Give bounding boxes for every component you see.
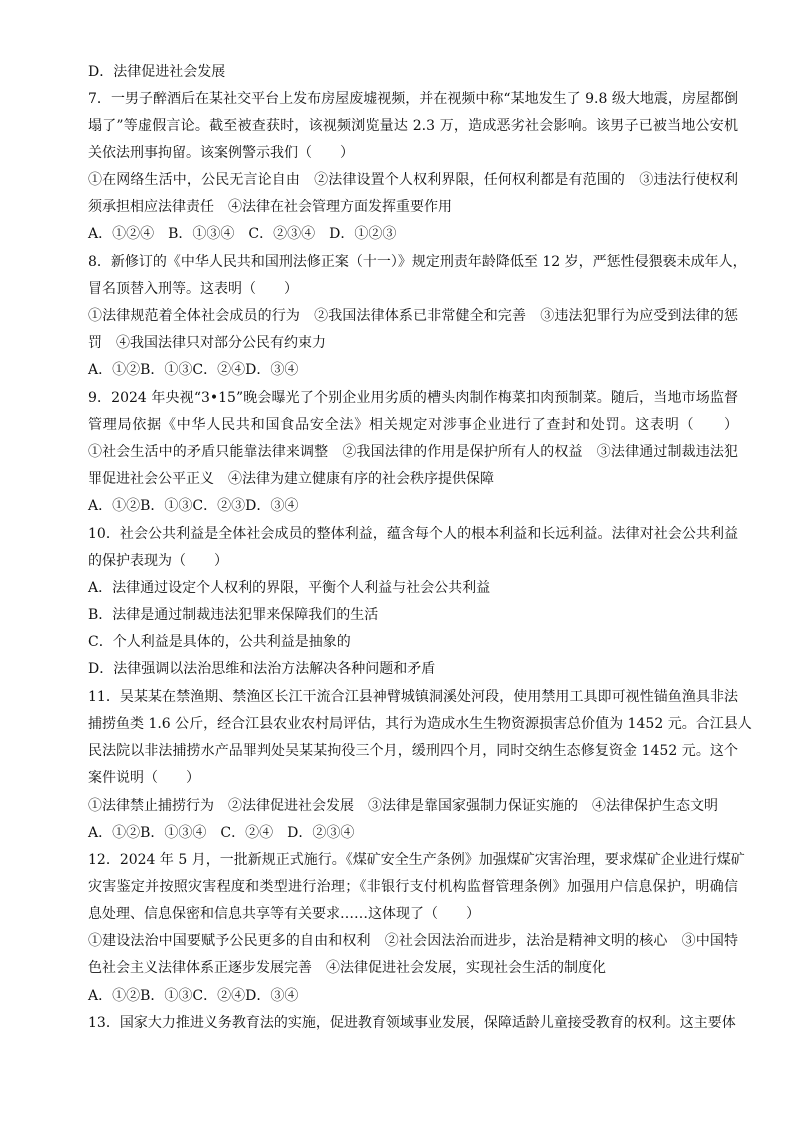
text-line-2: 7．一男子醉酒后在某社交平台上发布房屋废墟视频，并在视频中称“某地发生了 9.8 级大地震，房屋都倒 — [88, 91, 738, 107]
answer-options: A．①②④ B．①③④ C．②③④ D．①②③ — [88, 226, 397, 242]
text-line-16: 罪促进社会公平正义 ④法律为建立健康有序的社会秩序提供保障 — [88, 471, 494, 487]
text-line-18: 10．社会公共利益是全体社会成员的整体利益，蕴含每个人的根本利益和长远利益。法律对社会公共利益 — [88, 526, 738, 542]
answer-options: A．①②B．①③④ C．②④ D．②③④ — [88, 825, 355, 841]
text-line-6: 须承担相应法律责任 ④法律在社会管理方面发挥重要作用 — [88, 199, 452, 215]
text-line-30: 12．2024 年 5 月，一批新规正式施行。《煤矿安全生产条例》加强煤矿灾害治理，要求煤矿企业进行煤矿 — [88, 852, 745, 868]
text-line-11: 罚 ④我国法律只对部分公民有约束力 — [88, 335, 326, 351]
text-line-34: 色社会主义法律体系正逐步发展完善 ④法律促进社会发展，实现社会生活的制度化 — [88, 960, 606, 976]
option-d-text: D．法律促进社会发展 — [88, 64, 226, 80]
text-line-5: ①在网络生活中，公民无言论自由 ②法律设置个人权利界限，任何权利都是有范围的 ③违法行使权利 — [88, 172, 738, 188]
text-line-15: ①社会生活中的矛盾只能靠法律来调整 ②我国法律的作用是保护所有人的权益 ③法律通过制裁违法犯 — [88, 444, 738, 460]
text-line-14: 管理局依据《中华人民共和国食品安全法》相关规定对涉事企业进行了查封和处罚。这表明（ ） — [88, 417, 738, 433]
text-line-8: 8．新修订的《中华人民共和国刑法修正案（十一）》规定刑责年龄降低至 12 岁，严惩性侵猥亵未成年人， — [88, 254, 747, 270]
text-line-20: A．法律通过设定个人权利的界限，平衡个人利益与社会公共利益 — [88, 580, 491, 596]
text-line-13: 9．2024 年央视“3•15”晚会曝光了个别企业用劣质的槽头肉制作梅菜扣肉预制菜。随后，当地市场监督 — [88, 390, 738, 406]
text-line-26: 民法院以非法捕捞水产品罪判处吴某某拘役三个月，缓刑四个月，同时交纳生态修复资金 1452 元。这个 — [88, 743, 738, 759]
text-line-19: 的保护表现为（ ） — [88, 553, 228, 569]
text-line-27: 案件说明（ ） — [88, 770, 200, 786]
text-line-21: B．法律是通过制裁违法犯罪来保障我们的生活 — [88, 607, 379, 623]
answer-options: A．①②B．①③C．②③D．③④ — [88, 498, 299, 514]
answer-options: A．①②B．①③C．②④D．③④ — [88, 988, 299, 1004]
answer-options: A．①②B．①③C．②④D．③④ — [88, 362, 299, 378]
text-line-10: ①法律规范着全体社会成员的行为 ②我国法律体系已非常健全和完善 ③违法犯罪行为应受到法律的惩 — [88, 308, 738, 324]
text-line-22: C．个人利益是具体的，公共利益是抽象的 — [88, 634, 351, 650]
text-line-4: 关依法刑事拘留。该案例警示我们（ ） — [88, 145, 354, 161]
text-line-3: 塌了”等虚假言论。截至被查获时，该视频浏览量达 2.3 万，造成恶劣社会影响。该男子已被当地公安机 — [88, 118, 738, 134]
text-line-36: 13．国家大力推进义务教育法的实施，促进教育领域事业发展，保障适龄儿童接受教育的权利。这主要体 — [88, 1015, 736, 1031]
text-line-24: 11．吴某某在禁渔期、禁渔区长江干流合江县神臂城镇洞溪处河段，使用禁用工具即可视性锚鱼渔具非法 — [88, 689, 738, 705]
text-line-32: 息处理、信息保密和信息共享等有关要求……这体现了（ ） — [88, 906, 480, 922]
text-line-33: ①建设法治中国要赋予公民更多的自由和权利 ②社会因法治而进步，法治是精神文明的核心 ③中国特 — [88, 933, 738, 949]
text-line-28: ①法律禁止捕捞行为 ②法律促进社会发展 ③法律是靠国家强制力保证实施的 ④法律保护生态文明 — [88, 798, 718, 814]
text-line-31: 灾害鉴定并按照灾害程度和类型进行治理；《非银行支付机构监督管理条例》加强用户信息保护，明确信 — [88, 879, 738, 895]
text-line-9: 冒名顶替入刑等。这表明（ ） — [88, 281, 298, 297]
text-line-23: D．法律强调以法治思维和法治方法解决各种问题和矛盾 — [88, 661, 436, 677]
text-line-25: 捕捞鱼类 1.6 公斤，经合江县农业农村局评估，其行为造成水生生物资源损害总价值为 1452 元。合江县人 — [88, 716, 752, 732]
